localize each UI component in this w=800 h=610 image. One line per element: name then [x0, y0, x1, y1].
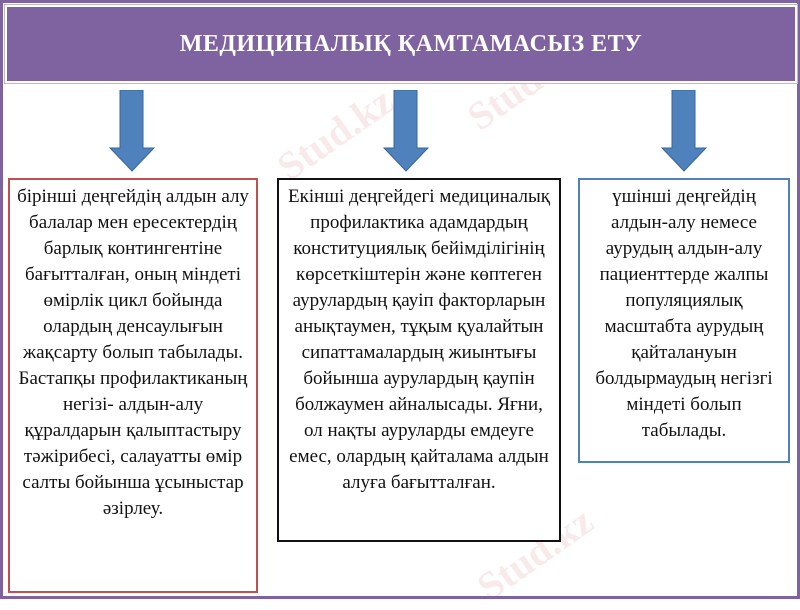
- primary-prevention-text: бірінші деңгейдің алдын алу балалар мен ересектердің барлық контингентіне бағытталған, оның міндеті өмірлік цикл бойында олардың денсаулығын жақсарту болып табылады. Бастапқы профилактиканың негізі- алдын-алу құралдарын қалыптастыру тәжірибесі, салауатты өмір салты бойынша ұсыныстар әзірлеу.: [17, 186, 249, 519]
- watermark: Stud.kz: [468, 497, 602, 610]
- arrow-down-icon: [383, 90, 429, 172]
- primary-prevention-box: [8, 178, 258, 593]
- slide-title: МЕДИЦИНАЛЫҚ ҚАМТАМАСЫЗ ЕТУ: [179, 30, 643, 57]
- tertiary-prevention-text: үшінші деңгейдің алдын-алу немесе аурудың алдын-алу пациенттерде жалпы популяциялық масштабта аурудың қайталануын болдырмаудың негізгі міндеті болып табылады.: [595, 186, 773, 441]
- watermark: Stud.kz: [458, 27, 592, 140]
- tertiary-prevention-box: [578, 178, 790, 463]
- arrow-down-icon: [109, 90, 155, 172]
- secondary-prevention-box: [277, 178, 561, 542]
- watermark: Stud.kz: [268, 77, 402, 190]
- secondary-prevention-text: Екінші деңгейдегі медициналық профилактика адамдардың конституциялық бейімділігінің көрсеткіштерін және көптеген аурулардың қауіп факторларын анықтаумен, тұқым қуалайтын сипаттамалардың жиынтығы бойынша аурулардың қаупін болжаумен айналысады. Яғни, ол нақты ауруларды емдеуге емес, олардың қайталама алдын алуға бағытталған.: [288, 186, 550, 493]
- title-bar: [5, 5, 797, 83]
- arrow-down-icon: [661, 90, 707, 172]
